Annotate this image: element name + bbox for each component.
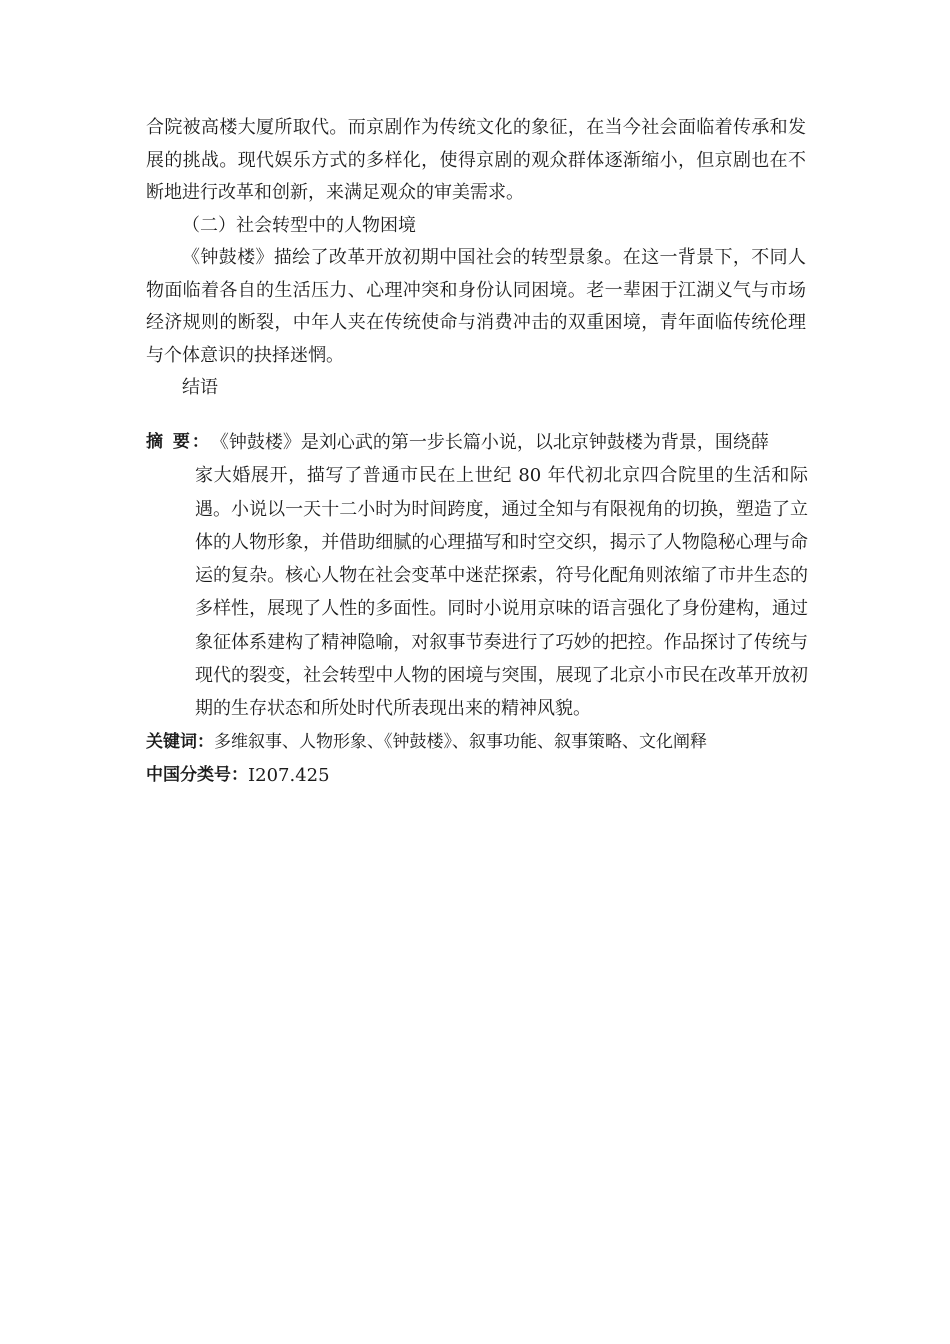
abstract-block (146, 426, 808, 792)
section-heading: （二）社会转型中的人物困境 (182, 214, 416, 236)
paragraph-continuation: 合院被高楼大厦所取代。而京剧作为传统文化的象征，在当今社会面临着传承和发展的挑战。现代娱乐方式的多样化，使得京剧的观众群体逐渐缩小，但京剧也在不断地进行改革和创新，来满足观众的审美需求。 (146, 117, 806, 203)
body-text (146, 112, 806, 405)
abstract-first-line: 《钟鼓楼》是刘心武的第一步长篇小说，以北京钟鼓楼为背景，围绕薛 (210, 432, 769, 453)
abstract-first-row (146, 426, 808, 459)
keywords-line (146, 726, 808, 759)
classification-value: I207.425 (248, 764, 330, 786)
keywords-label: 关键词： (146, 731, 214, 752)
paragraph-social-transition: 《钟鼓楼》描绘了改革开放初期中国社会的转型景象。在这一背景下，不同人物面临着各自的生活压力、心理冲突和身份认同困境。老一辈困于江湖义气与市场经济规则的断裂，中年人夹在传统使命与消费冲击的双重困境，青年面临传统伦理与个体意识的抉择迷惘。 (146, 247, 806, 366)
classification-line (146, 759, 808, 792)
abstract-label: 摘 要： (146, 432, 211, 452)
abstract-text: 家大婚展开，描写了普通市民在上世纪 80 年代初北京四合院里的生活和际遇。小说以一天十二小时为时间跨度，通过全知与有限视角的切换，塑造了立体的人物形象，并借助细腻的心理描写和时空交织，揭示了人物隐秘心理与命运的复杂。核心人物在社会变革中迷茫探索，符号化配角则浓缩了市井生态的多样性，展现了人性的多面性。同时小说用京味的语言强化了身份建构，通过象征体系建构了精神隐喻，对叙事节奏进行了巧妙的把控。作品探讨了传统与现代的裂变，社会转型中人物的困境与突围，展现了北京小市民在改革开放初期的生存状态和所处时代所表现出来的精神风貌。 (195, 465, 808, 720)
conclusion-heading: 结语 (182, 377, 218, 398)
keywords-value: 多维叙事、人物形象、《钟鼓楼》、叙事功能、叙事策略、文化阐释 (214, 731, 707, 752)
classification-label: 中国分类号： (146, 764, 248, 785)
